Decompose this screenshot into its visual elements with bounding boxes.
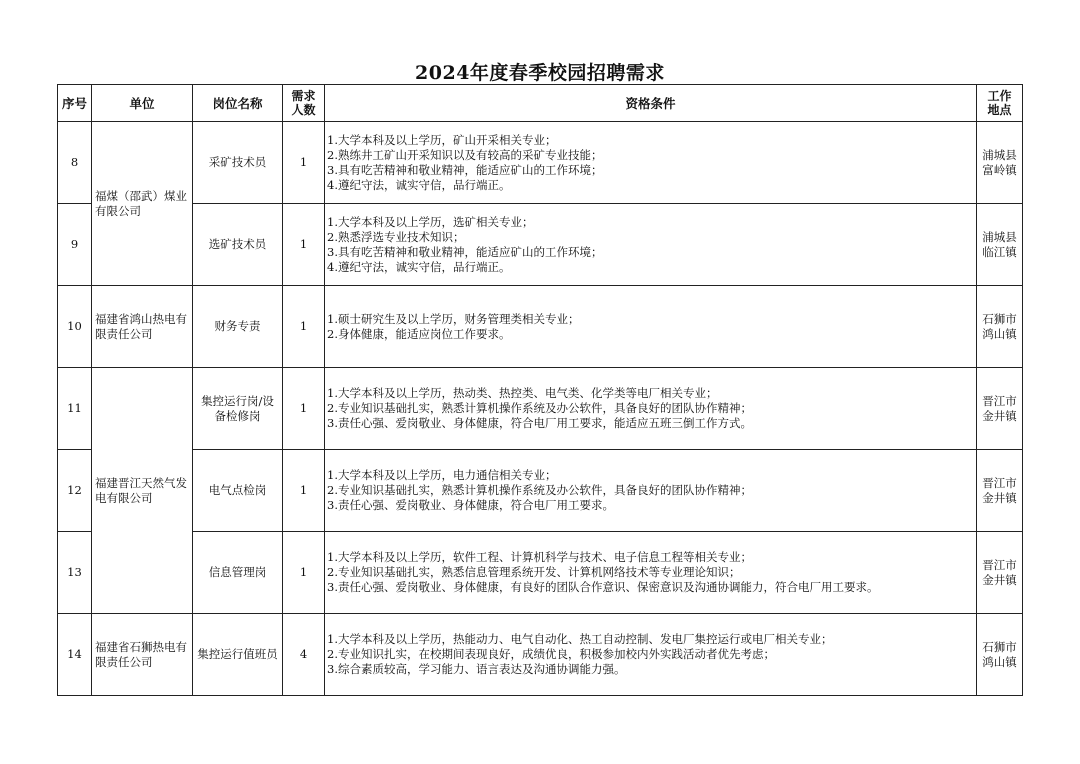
header-position: 岗位名称 bbox=[193, 85, 283, 122]
table-row bbox=[58, 532, 1023, 614]
table-row bbox=[58, 368, 1023, 450]
row-requirements bbox=[325, 614, 977, 696]
header-count bbox=[283, 85, 325, 122]
table-row bbox=[58, 122, 1023, 204]
requirement-line: 3.责任心强、爱岗敬业、身体健康，有良好的团队合作意识、保密意识及沟通协调能力，符合电厂用工要求。 bbox=[327, 580, 879, 594]
recruitment-table bbox=[57, 84, 1023, 696]
requirement-line: 2.熟悉浮选专业技术知识； bbox=[327, 229, 465, 244]
row-position: 电气点检岗 bbox=[193, 450, 283, 532]
requirement-line: 1.大学本科及以上学历，选矿相关专业； bbox=[327, 214, 534, 229]
row-count: 1 bbox=[283, 122, 325, 204]
requirement-line: 2.专业知识扎实，在校期间表现良好，成绩优良，积极参加校内外实践活动者优先考虑； bbox=[327, 647, 775, 661]
requirement-line: 3.责任心强、爱岗敬业、身体健康，符合电厂用工要求。 bbox=[327, 498, 614, 512]
row-idx: 8 bbox=[58, 122, 92, 204]
row-idx: 13 bbox=[58, 532, 92, 614]
requirement-line: 2.专业知识基础扎实，熟悉计算机操作系统及办公软件，具备良好的团队协作精神； bbox=[327, 401, 752, 415]
row-position: 选矿技术员 bbox=[193, 204, 283, 286]
row-position: 财务专责 bbox=[193, 286, 283, 368]
row-location bbox=[977, 122, 1023, 204]
requirement-line: 2.身体健康，能适应岗位工作要求。 bbox=[327, 326, 511, 341]
row-idx: 14 bbox=[58, 614, 92, 696]
row-requirements bbox=[325, 368, 977, 450]
row-location-text: 晋江市金井镇 bbox=[982, 475, 1017, 505]
requirement-line: 3.综合素质较高，学习能力、语言表达及沟通协调能力强。 bbox=[327, 662, 626, 676]
requirement-line: 2.专业知识基础扎实，熟悉计算机操作系统及办公软件，具备良好的团队协作精神； bbox=[327, 483, 752, 497]
row-requirements bbox=[325, 286, 977, 368]
row-count: 1 bbox=[283, 532, 325, 614]
row-unit: 福建省石狮热电有限责任公司 bbox=[92, 614, 193, 696]
row-requirements bbox=[325, 204, 977, 286]
row-count: 1 bbox=[283, 204, 325, 286]
header-unit: 单位 bbox=[92, 85, 193, 122]
requirement-line: 1.大学本科及以上学历，热动类、热控类、电气类、化学类等电厂相关专业； bbox=[327, 386, 718, 400]
row-count: 1 bbox=[283, 368, 325, 450]
row-unit: 福煤（邵武）煤业有限公司 bbox=[92, 122, 193, 286]
row-location-text: 晋江市金井镇 bbox=[982, 393, 1017, 423]
row-idx: 11 bbox=[58, 368, 92, 450]
requirement-line: 2.熟练井工矿山开采知识以及有较高的采矿专业技能； bbox=[327, 147, 603, 162]
row-location-text: 晋江市金井镇 bbox=[982, 557, 1017, 587]
row-location-text: 浦城县临江镇 bbox=[982, 229, 1017, 259]
row-location-text: 浦城县富岭镇 bbox=[982, 147, 1017, 177]
row-position: 集控运行值班员 bbox=[193, 614, 283, 696]
header-idx: 序号 bbox=[58, 85, 92, 122]
row-location bbox=[977, 614, 1023, 696]
requirement-line: 1.大学本科及以上学历，矿山开采相关专业； bbox=[327, 132, 557, 147]
requirement-line: 3.责任心强、爱岗敬业、身体健康，符合电厂用工要求，能适应五班三倒工作方式。 bbox=[327, 416, 752, 430]
row-idx: 12 bbox=[58, 450, 92, 532]
requirement-line: 1.硕士研究生及以上学历，财务管理类相关专业； bbox=[327, 311, 580, 326]
requirement-line: 1.大学本科及以上学历，软件工程、计算机科学与技术、电子信息工程等相关专业； bbox=[327, 550, 752, 564]
header-count-label: 需求人数 bbox=[291, 89, 316, 117]
row-location bbox=[977, 368, 1023, 450]
row-idx: 9 bbox=[58, 204, 92, 286]
row-unit: 福建晋江天然气发电有限公司 bbox=[92, 368, 193, 614]
row-position: 集控运行岗/设备检修岗 bbox=[193, 368, 283, 450]
requirement-line: 2.专业知识基础扎实，熟悉信息管理系统开发、计算机网络技术等专业理论知识； bbox=[327, 565, 741, 579]
row-requirements bbox=[325, 532, 977, 614]
row-position: 采矿技术员 bbox=[193, 122, 283, 204]
row-count: 1 bbox=[283, 286, 325, 368]
requirement-line: 3.具有吃苦精神和敬业精神，能适应矿山的工作环境； bbox=[327, 244, 603, 259]
header-location-label: 工作地点 bbox=[987, 89, 1012, 117]
requirement-line: 4.遵纪守法，诚实守信，品行端正。 bbox=[327, 177, 511, 192]
requirement-line: 3.具有吃苦精神和敬业精神，能适应矿山的工作环境； bbox=[327, 162, 603, 177]
row-count: 1 bbox=[283, 450, 325, 532]
row-count: 4 bbox=[283, 614, 325, 696]
table-row bbox=[58, 450, 1023, 532]
table-row bbox=[58, 286, 1023, 368]
page-title: 2024年度春季校园招聘需求 bbox=[415, 62, 665, 84]
row-unit: 福建省鸿山热电有限责任公司 bbox=[92, 286, 193, 368]
header-location bbox=[977, 85, 1023, 122]
requirement-line: 4.遵纪守法，诚实守信，品行端正。 bbox=[327, 259, 511, 274]
table-row bbox=[58, 614, 1023, 696]
requirement-line: 1.大学本科及以上学历，热能动力、电气自动化、热工自动控制、发电厂集控运行或电厂相关专业； bbox=[327, 632, 833, 646]
row-location bbox=[977, 532, 1023, 614]
row-location bbox=[977, 450, 1023, 532]
table-row bbox=[58, 204, 1023, 286]
row-location bbox=[977, 286, 1023, 368]
row-position: 信息管理岗 bbox=[193, 532, 283, 614]
row-requirements bbox=[325, 450, 977, 532]
row-idx: 10 bbox=[58, 286, 92, 368]
requirement-line: 1.大学本科及以上学历，电力通信相关专业； bbox=[327, 468, 557, 482]
row-requirements bbox=[325, 122, 977, 204]
row-location bbox=[977, 204, 1023, 286]
table-header-row bbox=[58, 85, 1023, 122]
header-requirements: 资格条件 bbox=[325, 85, 977, 122]
row-location-text: 石狮市鸿山镇 bbox=[982, 311, 1017, 341]
row-location-text: 石狮市鸿山镇 bbox=[982, 639, 1017, 669]
